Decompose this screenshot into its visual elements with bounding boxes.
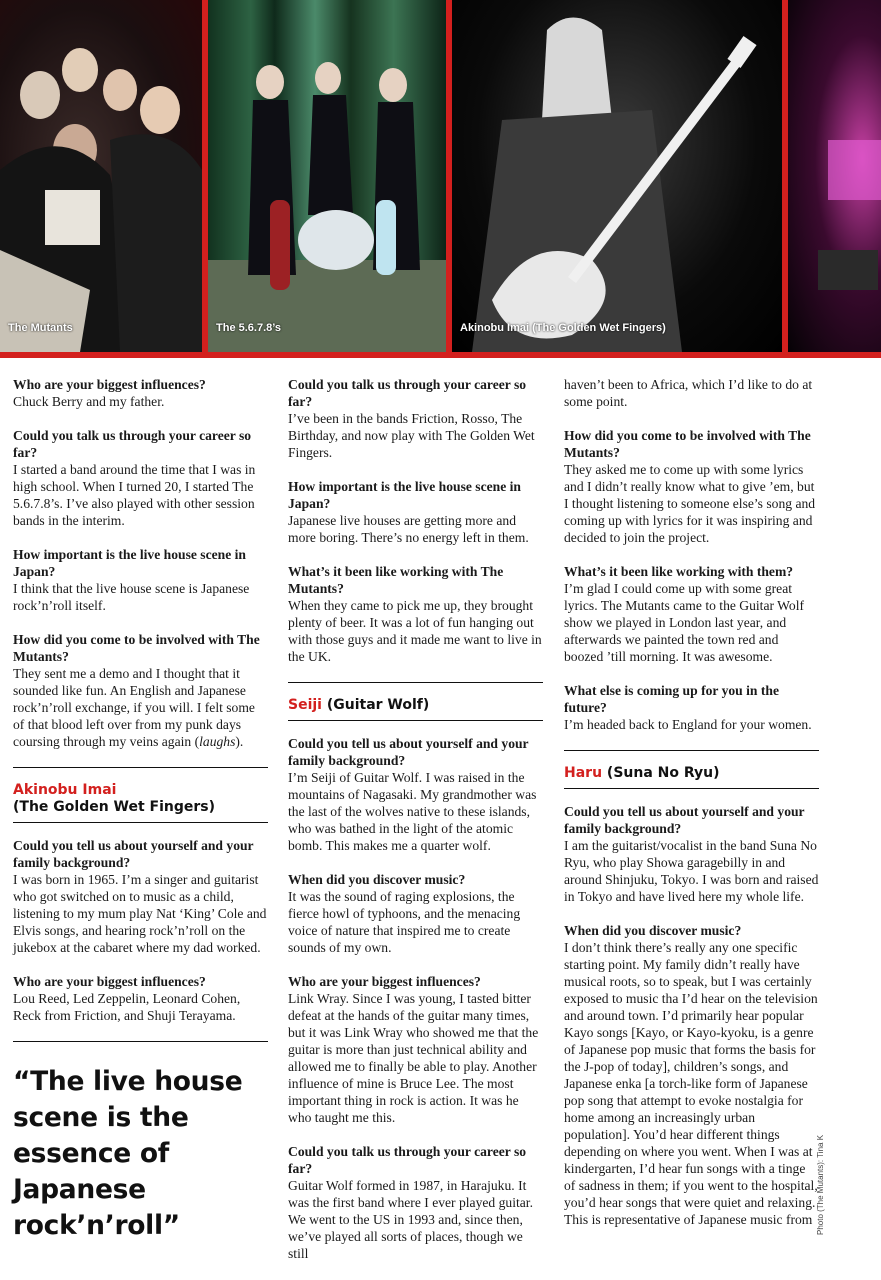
question: Who are your biggest influences? xyxy=(13,377,206,392)
photo-the-mutants xyxy=(0,0,202,352)
answer: Japanese live houses are getting more and more boring. There’s no energy left in them. xyxy=(288,513,529,545)
question: Could you talk us through your career so far? xyxy=(288,1144,527,1176)
band-figures-illustration xyxy=(0,0,202,352)
section-rule xyxy=(13,822,268,823)
answer: I think that the live house scene is Japanese rock’n’roll itself. xyxy=(13,581,250,613)
photo-credit: Photo (The Mutants): Tina K xyxy=(816,1134,825,1235)
question: Could you tell us about yourself and your family background? xyxy=(13,838,254,870)
guitarist-illustration xyxy=(452,0,782,352)
question: How did you come to be involved with The Mutants? xyxy=(564,428,811,460)
question: What’s it been like working with them? xyxy=(564,564,794,579)
answer: I’m glad I could come up with some great lyrics. The Mutants came to the Guitar Wolf show we played in London last year, and afterwards we painted the town red and boozed ’till morning. It was awesome. xyxy=(564,581,805,664)
answer: I started a band around the time that I was in high school. When I turned 20, I started The 5.6.7.8’s. I’ve also played with other session bands in the interim. xyxy=(13,462,256,528)
question: When did you discover music? xyxy=(288,872,466,887)
photo-akinobu-imai xyxy=(452,0,782,352)
answer: haven’t been to Africa, which I’d like to do at some point. xyxy=(564,377,813,409)
pull-quote: “The live house scene is the essence of Japanese rock’n’roll” xyxy=(13,1066,243,1241)
question: How important is the live house scene in Japan? xyxy=(13,547,246,579)
section-rule xyxy=(288,720,543,721)
photo-caption-mutants: The Mutants xyxy=(8,322,73,334)
answer: When they came to pick me up, they brought plenty of beer. It was a lot of fun hanging out with those guys and it made me want to live in the UK. xyxy=(288,598,542,664)
photo-strip xyxy=(0,0,881,352)
question: When did you discover music? xyxy=(564,923,742,938)
answer: Link Wray. Since I was young, I tasted bitter defeat at the hands of the guitar many times, but it was Link Wray who showed me that the guitar is more than just technical ability and allowed me to finally be able to play. Another influence of mine is Bruce Lee. The most important thing in rock is action. It was he who taught me this. xyxy=(288,991,539,1125)
column-2 xyxy=(288,376,543,1279)
section-rule xyxy=(288,682,543,683)
interviewee-heading-akinobu-imai: Akinobu Imai (The Golden Wet Fingers) xyxy=(13,782,216,815)
photo-caption-akinobu-imai: Akinobu Imai (The Golden Wet Fingers) xyxy=(460,322,666,334)
answer: They sent me a demo and I thought that it sounded like fun. An English and Japanese rock’n’roll exchange, if you will. I felt some of that blood left over from my punk days coursing through my veins again (laughs). xyxy=(13,666,255,749)
stage-light-illustration xyxy=(788,0,881,352)
quote-rule xyxy=(13,1041,268,1042)
question: Could you talk us through your career so far? xyxy=(288,377,527,409)
band-figures-illustration xyxy=(208,0,446,352)
answer: Lou Reed, Led Zeppelin, Leonard Cohen, Reck from Friction, and Shuji Terayama. xyxy=(13,991,241,1023)
section-rule xyxy=(13,767,268,768)
photo-the-5678s xyxy=(208,0,446,352)
photo-stage-lights xyxy=(788,0,881,352)
answer: I’ve been in the bands Friction, Rosso, The Birthday, and now play with The Golden Wet Fingers. xyxy=(288,411,535,460)
question: What’s it been like working with The Mutants? xyxy=(288,564,504,596)
answer: I was born in 1965. I’m a singer and guitarist who got switched on to music as a child, listening to my mum play Nat ‘King’ Cole and Elvis songs, and hearing rock’n’roll on the jukebox at the cabaret where my dad worked. xyxy=(13,872,267,955)
answer: Chuck Berry and my father. xyxy=(13,394,165,409)
section-rule xyxy=(564,788,819,789)
question: How important is the live house scene in Japan? xyxy=(288,479,521,511)
red-divider-bar xyxy=(0,352,881,358)
interviewee-heading-seiji: Seiji (Guitar Wolf) xyxy=(288,697,430,713)
question: What else is coming up for you in the future? xyxy=(564,683,779,715)
question: Could you talk us through your career so far? xyxy=(13,428,252,460)
column-1 xyxy=(13,376,268,1244)
photo-caption-5678s: The 5.6.7.8’s xyxy=(216,322,282,334)
question: Could you tell us about yourself and your family background? xyxy=(564,804,805,836)
section-rule xyxy=(564,750,819,751)
answer: It was the sound of raging explosions, the fierce howl of typhoons, and the menacing voice of nature that inspired me to create sounds of my own. xyxy=(288,889,521,955)
answer: I’m Seiji of Guitar Wolf. I was raised in the mountains of Nagasaki. My grandmother was the last of the wolves native to these islands, who was bathed in the light of the atomic bomb. This makes me a quarter wolf. xyxy=(288,770,537,853)
question: How did you come to be involved with The Mutants? xyxy=(13,632,260,664)
answer: They asked me to come up with some lyrics and I didn’t really know what to give ’em, but I thought listening to someone else’s song and coming up with lyrics for it was inspiring and decided to join the project. xyxy=(564,462,816,545)
column-3 xyxy=(564,376,819,1245)
answer: I don’t think there’s really any one specific starting point. My family didn’t really have musical roots, so to speak, but I was certainly exposed to music tha I’d hear on the television and around town. I’d primarily hear popular Kayo songs [Kayo, or Kayo-kyoku, is a genre of Japanese pop music that forms the basis for the J-pop of today], children’s songs, and Japanese enka [a torch-like form of Japanese pop song that attempt to evoke nostalgia for home among an increasingly urban population]. You’d hear different things depending on where you went. When I was at kindergarten, I’d hear fun songs with a tinge of sadness in them; if you went to the hospital, you’d hear songs that were quiet and relaxing. This is representative of Japanese music from xyxy=(564,940,818,1227)
answer: Guitar Wolf formed in 1987, in Harajuku. It was the first band where I ever played guitar. We went to the US in 1993 and, since then, we’ve played all sorts of places, though we still xyxy=(288,1178,533,1261)
question: Who are your biggest influences? xyxy=(288,974,481,989)
question: Could you tell us about yourself and your family background? xyxy=(288,736,529,768)
question: Who are your biggest influences? xyxy=(13,974,206,989)
interviewee-heading-haru: Haru (Suna No Ryu) xyxy=(564,765,720,781)
answer: I’m headed back to England for your women. xyxy=(564,717,812,732)
answer: I am the guitarist/vocalist in the band Suna No Ryu, who play Showa garagebilly in and around Shinjuku, Tokyo. I was born and raised in Tokyo and have lived here my whole life. xyxy=(564,838,819,904)
